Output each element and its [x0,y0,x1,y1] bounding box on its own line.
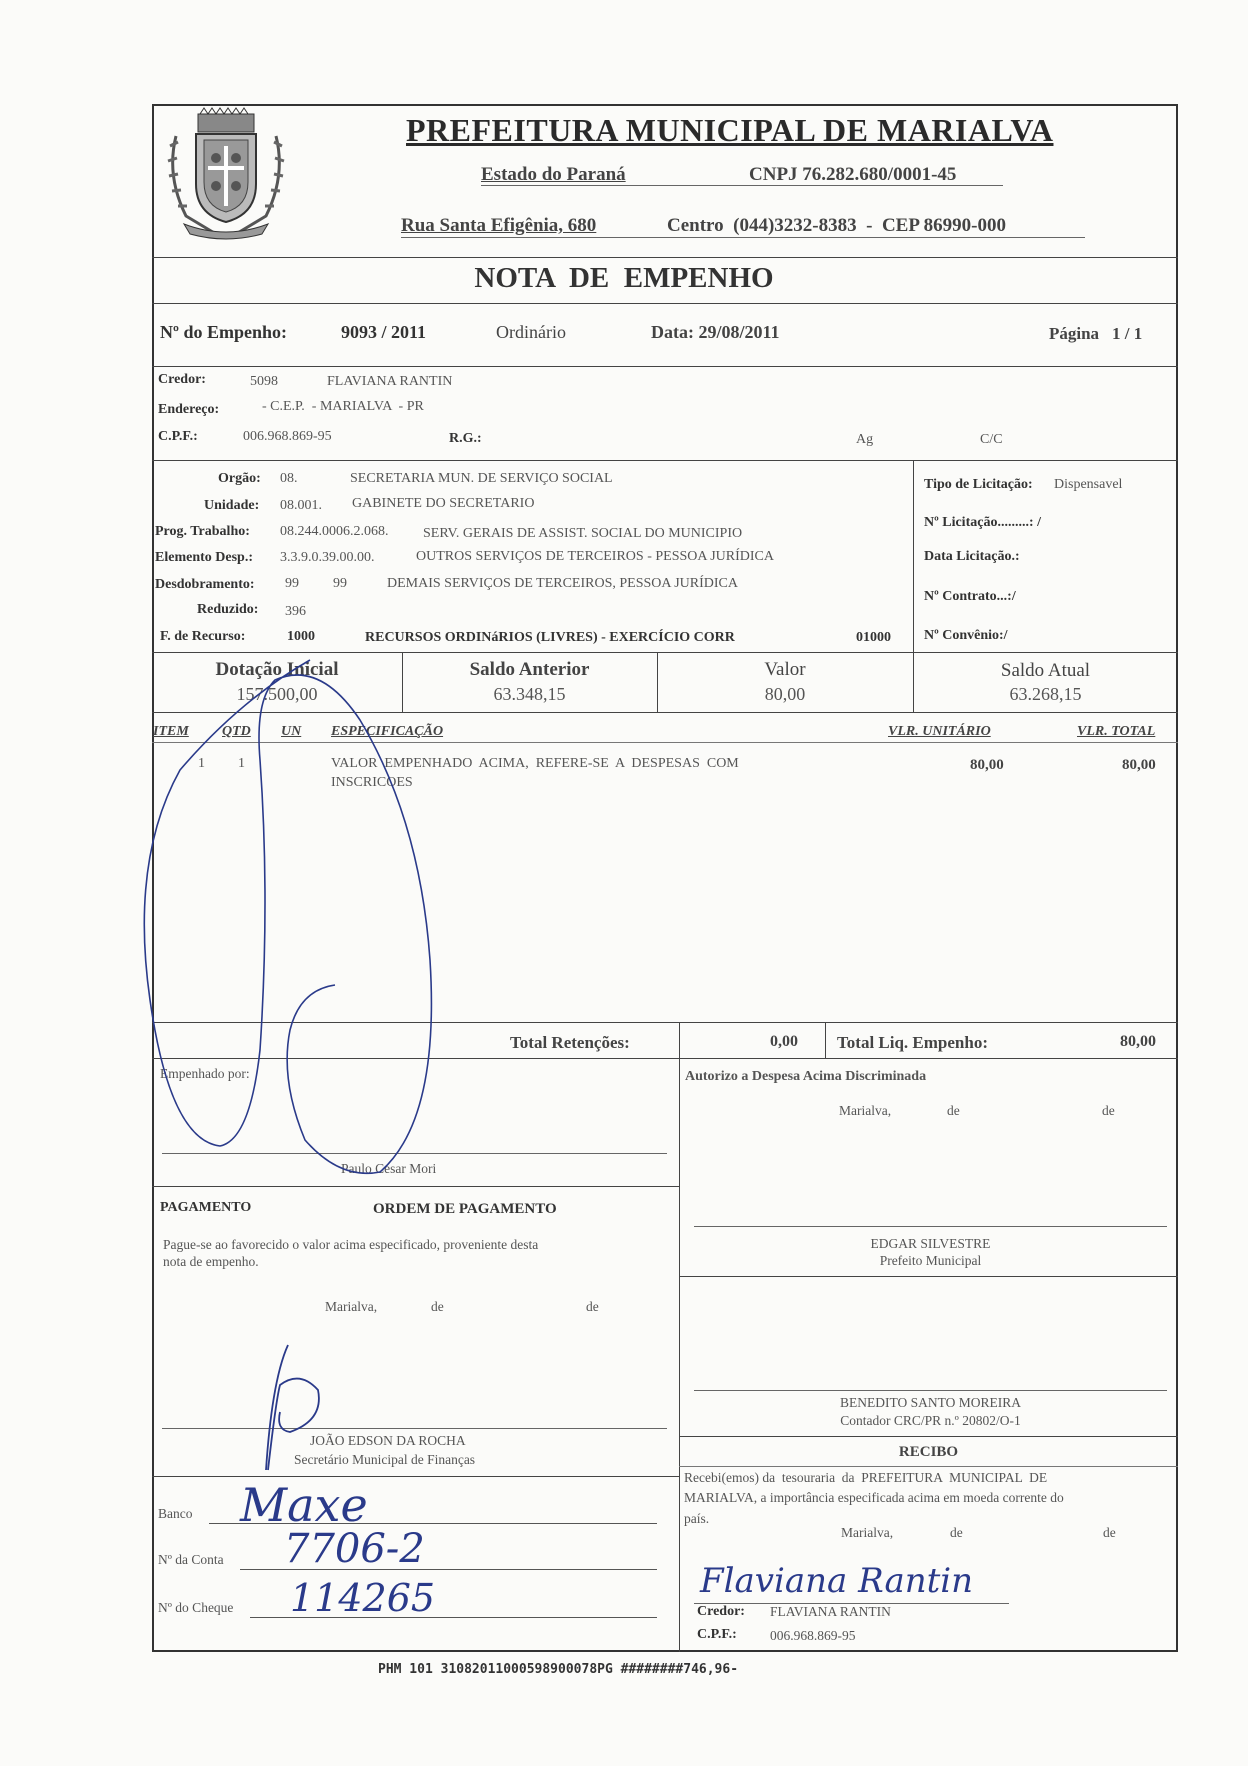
page-number: 1 / 1 [1112,324,1143,343]
retencoes-value: 0,00 [770,1033,798,1050]
header-state: Estado do Paraná [481,164,626,185]
valor-label: Valor [764,659,806,680]
credor-label: Credor: [158,372,206,387]
desdobramento-label: Desdobramento: [155,577,255,592]
prefeito-cargo: Prefeito Municipal [879,1253,982,1268]
cc-label: C/C [980,432,1003,447]
header-address-rest: Centro (044)3232-8383 - CEP 86990-000 [667,215,1006,236]
footer-code: PHM 101 31082011000598900078PG ########746,96- [378,1662,739,1677]
unidade-label: Unidade: [204,498,260,513]
desdobramento-b: 99 [333,576,347,591]
saldo-anterior-value: 63.348,15 [493,684,566,704]
pagamento-de-2: de [586,1299,599,1314]
contador-cargo: Contador CRC/PR n.º 20802/O-1 [840,1413,1021,1428]
desdobramento-a: 99 [285,576,299,591]
empenho-number: 9093 / 2011 [341,322,427,342]
empenho-number-label: Nº do Empenho: [160,322,287,342]
unidade-desc: GABINETE DO SECRETARIO [352,496,535,511]
page-label: Página [1049,324,1100,343]
orgao-label: Orgão: [218,471,261,486]
row-item: 1 [198,756,205,771]
conta-label: Nº da Conta [158,1552,224,1567]
elemento-code: 3.3.9.0.39.00.00. [280,550,375,565]
recurso-num: 01000 [856,630,891,645]
liquido-label: Total Liq. Empenho: [837,1033,988,1052]
desdobramento-desc: DEMAIS SERVIÇOS DE TERCEIROS, PESSOA JURÍDICA [387,576,739,591]
liquido-value: 80,00 [1120,1033,1156,1050]
credor-name: FLAVIANA RANTIN [327,374,453,389]
prog-desc: SERV. GERAIS DE ASSIST. SOCIAL DO MUNICIPIO [423,526,743,541]
doc-title: NOTA DE EMPENHO [474,262,774,294]
col-especificacao: ESPECIFICAÇÃO [331,724,444,739]
col-vlr-total: VLR. TOTAL [1077,724,1156,739]
licitacao-date: Data Licitação.: [924,549,1020,564]
autorizo-text: Autorizo a Despesa Acima Discriminada [685,1069,927,1084]
header-street: Rua Santa Efigênia, 680 [401,215,597,236]
recibo-credor-label: Credor: [697,1604,745,1619]
prog-code: 08.244.0006.2.068. [280,524,389,539]
row-especificacao-2: INSCRICOES [331,775,413,790]
cheque-label: Nº do Cheque [158,1600,234,1615]
recibo-signature: Flaviana Rantin [700,1561,974,1601]
retencoes-label: Total Retenções: [510,1033,630,1052]
endereco-value: - C.E.P. - MARIALVA - PR [262,399,424,414]
unidade-code: 08.001. [280,498,322,513]
rg-label: R.G.: [449,431,482,446]
row-qtd: 1 [238,756,245,771]
secretario-nome: JOÃO EDSON DA ROCHA [310,1433,466,1448]
recibo-text-1: Recebi(emos) da tesouraria da PREFEITURA MUNICIPAL DE [684,1470,1048,1485]
elemento-desc: OUTROS SERVIÇOS DE TERCEIROS - PESSOA JURÍDICA [416,549,775,564]
dotacao-label: Dotação Inicial [215,659,339,680]
row-total: 80,00 [1122,757,1156,773]
autorizo-de-1: de [947,1103,960,1118]
contador-nome: BENEDITO SANTO MOREIRA [839,1395,1021,1410]
pagamento-title: PAGAMENTO [160,1200,252,1215]
cpf-label: C.P.F.: [158,429,198,444]
licitacao-type-label: Tipo de Licitação: [924,477,1033,492]
saldo-atual-label: Saldo Atual [1000,660,1091,681]
recibo-text-2: MARIALVA, a importância especificada acima em moeda corrente do [684,1490,1064,1505]
row-especificacao-1: VALOR EMPENHADO ACIMA, REFERE-SE A DESPESAS COM [331,756,739,771]
dotacao-value: 157.500,00 [236,684,318,704]
autorizo-de-2: de [1102,1103,1115,1118]
endereco-label: Endereço: [158,402,220,417]
empenhado-nome: Paulo César Mori [341,1161,437,1176]
recurso-code: 1000 [287,629,315,644]
licitacao-type-value: Dispensavel [1054,477,1123,492]
orgao-code: 08. [280,471,298,486]
recibo-cpf-label: C.P.F.: [697,1627,737,1642]
reduzido-value: 396 [285,604,306,619]
col-un: UN [281,724,302,739]
pagamento-marialva: Marialva, [325,1299,378,1314]
header-cnpj: CNPJ 76.282.680/0001-45 [749,164,957,185]
empenho-date: Data: 29/08/2011 [651,322,780,342]
cheque-value: 114265 [290,1576,436,1620]
pagamento-de-1: de [431,1299,444,1314]
prefeito-nome: EDGAR SILVESTRE [870,1236,991,1251]
convenio-number: Nº Convênio:/ [924,628,1008,643]
saldo-atual-value: 63.268,15 [1009,684,1082,704]
secretario-cargo: Secretário Municipal de Finanças [294,1452,476,1467]
recibo-de-1: de [950,1525,963,1540]
col-vlr-unitario: VLR. UNITÁRIO [888,724,991,739]
reduzido-label: Reduzido: [197,602,259,617]
autorizo-marialva: Marialva, [839,1103,892,1118]
cpf-value: 006.968.869-95 [243,429,332,444]
banco-value: Maxe [240,1478,368,1532]
pagamento-text-2: nota de empenho. [163,1254,259,1269]
recibo-credor-name: FLAVIANA RANTIN [770,1604,891,1619]
col-item: ITEM [153,724,189,739]
ordem-title: ORDEM DE PAGAMENTO [373,1201,557,1217]
banco-label: Banco [158,1506,193,1521]
header-title: PREFEITURA MUNICIPAL DE MARIALVA [406,112,1054,148]
recibo-cpf-value: 006.968.869-95 [770,1628,856,1643]
row-unitario: 80,00 [970,757,1004,773]
conta-value: 7706-2 [284,1526,425,1572]
saldo-anterior-label: Saldo Anterior [469,659,590,680]
pagamento-text-1: Pague-se ao favorecido o valor acima especificado, proveniente desta [163,1237,539,1252]
ag-label: Ag [856,432,874,447]
recurso-label: F. de Recurso: [160,629,246,644]
orgao-desc: SECRETARIA MUN. DE SERVIÇO SOCIAL [350,471,613,486]
recibo-title: RECIBO [898,1444,959,1460]
recurso-desc: RECURSOS ORDINáRIOS (LIVRES) - EXERCÍCIO CORR [365,630,735,645]
credor-code: 5098 [250,374,278,389]
recibo-de-2: de [1103,1525,1116,1540]
col-qtd: QTD [222,724,251,739]
valor-value: 80,00 [764,684,806,704]
recibo-text-3: país. [684,1511,710,1526]
prog-label: Prog. Trabalho: [155,524,250,539]
elemento-label: Elemento Desp.: [155,550,253,565]
recibo-marialva: Marialva, [841,1525,894,1540]
empenhado-label: Empenhado por: [160,1066,250,1081]
licitacao-number: Nº Licitação.........: / [924,515,1041,530]
empenho-type: Ordinário [496,322,566,342]
contrato-number: Nº Contrato...:/ [924,589,1016,604]
